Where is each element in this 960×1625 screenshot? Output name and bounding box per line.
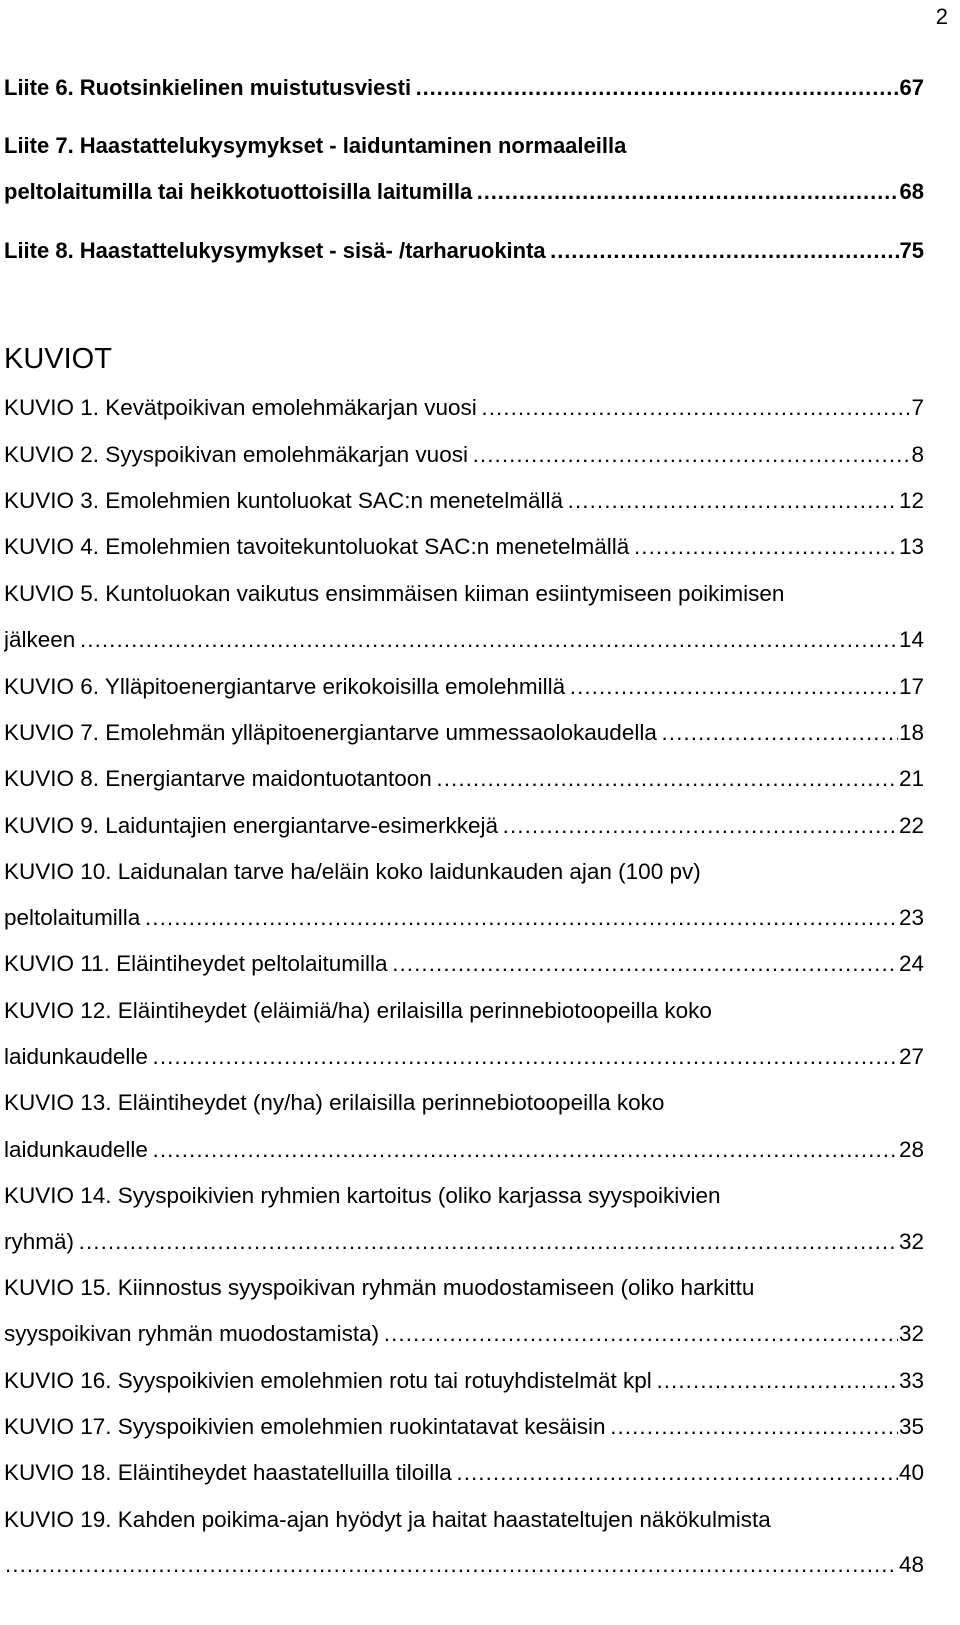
toc-entry-page: 40 [898, 1458, 924, 1488]
toc-entry-figure-10-line1: KUVIO 10. Laidunalan tarve ha/eläin koko laidunkauden ajan (100 pv) [4, 859, 701, 884]
toc-entry-text: KUVIO 2. Syyspoikivan emolehmäkarjan vuosi [4, 442, 468, 467]
toc-entry-appendix-7-line1: Liite 7. Haastattelukysymykset - laiduntaminen normaaleilla [4, 133, 627, 158]
toc-entry-figure-18[interactable] [4, 1458, 924, 1488]
toc-entry-page: 27 [898, 1042, 924, 1072]
toc-entry-figure-2[interactable] [4, 440, 924, 470]
toc-entry-appendix-8[interactable] [4, 236, 924, 266]
toc-entry-page: 23 [898, 903, 924, 933]
toc-entry-page: 35 [898, 1412, 924, 1442]
toc-entry-text: peltolaitumilla tai heikkotuottoisilla laitumilla [4, 179, 473, 204]
toc-entry-figure-8[interactable] [4, 764, 924, 794]
toc-entry-text: KUVIO 6. Ylläpitoenergiantarve erikokoisilla emolehmillä [4, 674, 566, 699]
toc-entry-figure-15-line1: KUVIO 15. Kiinnostus syyspoikivan ryhmän muodostamiseen (oliko harkittu [4, 1275, 755, 1300]
toc-entry-figure-1[interactable] [4, 393, 924, 423]
toc-entry-appendix-6[interactable] [4, 73, 924, 103]
toc-entry-figure-16[interactable] [4, 1366, 924, 1396]
toc-entry-figure-6[interactable] [4, 672, 924, 702]
toc-entry-text: KUVIO 4. Emolehmien tavoitekuntoluokat SAC:n menetelmällä [4, 534, 630, 559]
toc-entry-figure-4[interactable] [4, 532, 924, 562]
toc-entry-page: 75 [899, 236, 924, 266]
toc-entry-page: 21 [898, 764, 924, 794]
toc-entry-page: 14 [898, 625, 924, 655]
toc-entry-text: KUVIO 8. Energiantarve maidontuotantoon [4, 766, 432, 791]
toc-entry-figure-11[interactable] [4, 949, 924, 979]
toc-entry-text: peltolaitumilla [4, 905, 141, 930]
toc-entry-page: 7 [910, 393, 924, 423]
toc-entry-figure-15[interactable] [4, 1319, 924, 1349]
toc-entry-figure-14-line1: KUVIO 14. Syyspoikivien ryhmien kartoitus (oliko karjassa syyspoikivien [4, 1183, 721, 1208]
toc-entry-text: KUVIO 3. Emolehmien kuntoluokat SAC:n menetelmällä [4, 488, 564, 513]
toc-entry-figure-17[interactable] [4, 1412, 924, 1442]
toc-entry-figure-5[interactable] [4, 625, 924, 655]
toc-entry-page: 8 [910, 440, 924, 470]
toc-entry-page: 18 [898, 718, 924, 748]
toc-entry-page: 68 [899, 177, 924, 207]
toc-entry-text: KUVIO 7. Emolehmän ylläpitoenergiantarve ummessaolokaudella [4, 720, 657, 745]
toc-entry-figure-19-line1: KUVIO 19. Kahden poikima-ajan hyödyt ja haitat haastateltujen näkökulmista [4, 1507, 771, 1532]
toc-entry-text: KUVIO 9. Laiduntajien energiantarve-esimerkkejä [4, 813, 499, 838]
toc-entry-text: jälkeen [4, 627, 76, 652]
toc-entry-figure-19[interactable] [4, 1550, 924, 1580]
toc-entry-text [4, 1552, 5, 1577]
toc-entry-text: laidunkaudelle [4, 1044, 148, 1069]
toc-entry-figure-7[interactable] [4, 718, 924, 748]
toc-entry-figure-3[interactable] [4, 486, 924, 516]
toc-entry-text: KUVIO 11. Eläintiheydet peltolaitumilla [4, 951, 388, 976]
toc-entry-figure-13-line1: KUVIO 13. Eläintiheydet (ny/ha) erilaisilla perinnebiotoopeilla koko [4, 1090, 665, 1115]
toc-entry-page: 22 [898, 811, 924, 841]
toc-entry-figure-13[interactable] [4, 1135, 924, 1165]
toc-entry-text: KUVIO 1. Kevätpoikivan emolehmäkarjan vuosi [4, 395, 477, 420]
toc-entry-page: 12 [898, 486, 924, 516]
toc-entry-page: 32 [898, 1319, 924, 1349]
toc-entry-text: ryhmä) [4, 1229, 75, 1254]
toc-entry-figure-10[interactable] [4, 903, 924, 933]
toc-entry-page: 28 [898, 1135, 924, 1165]
toc-entry-figure-9[interactable] [4, 811, 924, 841]
toc-entry-figure-5-line1: KUVIO 5. Kuntoluokan vaikutus ensimmäisen kiiman esiintymiseen poikimisen [4, 581, 785, 606]
toc-entry-figure-12-line1: KUVIO 12. Eläintiheydet (eläimiä/ha) erilaisilla perinnebiotoopeilla koko [4, 998, 712, 1023]
toc-entry-page: 32 [898, 1227, 924, 1257]
toc-entry-page: 33 [898, 1366, 924, 1396]
toc-entry-text: KUVIO 17. Syyspoikivien emolehmien ruokintatavat kesäisin [4, 1414, 606, 1439]
toc-entry-text: Liite 6. Ruotsinkielinen muistutusviesti [4, 75, 412, 100]
toc-entry-figure-12[interactable] [4, 1042, 924, 1072]
toc-entry-page: 67 [899, 73, 924, 103]
figures-heading: KUVIOT [4, 343, 112, 375]
toc-entry-page: 13 [898, 532, 924, 562]
toc-entry-text: syyspoikivan ryhmän muodostamista) [4, 1321, 380, 1346]
toc-entry-page: 24 [898, 949, 924, 979]
toc-entry-text: Liite 8. Haastattelukysymykset - sisä- /tarharuokinta [4, 238, 546, 263]
page-number: 2 [935, 4, 948, 29]
toc-entry-appendix-7[interactable] [4, 177, 924, 207]
toc-entry-text: KUVIO 18. Eläintiheydet haastatelluilla tiloilla [4, 1460, 452, 1485]
toc-entry-figure-14[interactable] [4, 1227, 924, 1257]
toc-entry-page: 48 [898, 1550, 924, 1580]
toc-entry-text: laidunkaudelle [4, 1137, 148, 1162]
toc-entry-page: 17 [898, 672, 924, 702]
toc-entry-text: KUVIO 16. Syyspoikivien emolehmien rotu tai rotuyhdistelmät kpl [4, 1368, 652, 1393]
